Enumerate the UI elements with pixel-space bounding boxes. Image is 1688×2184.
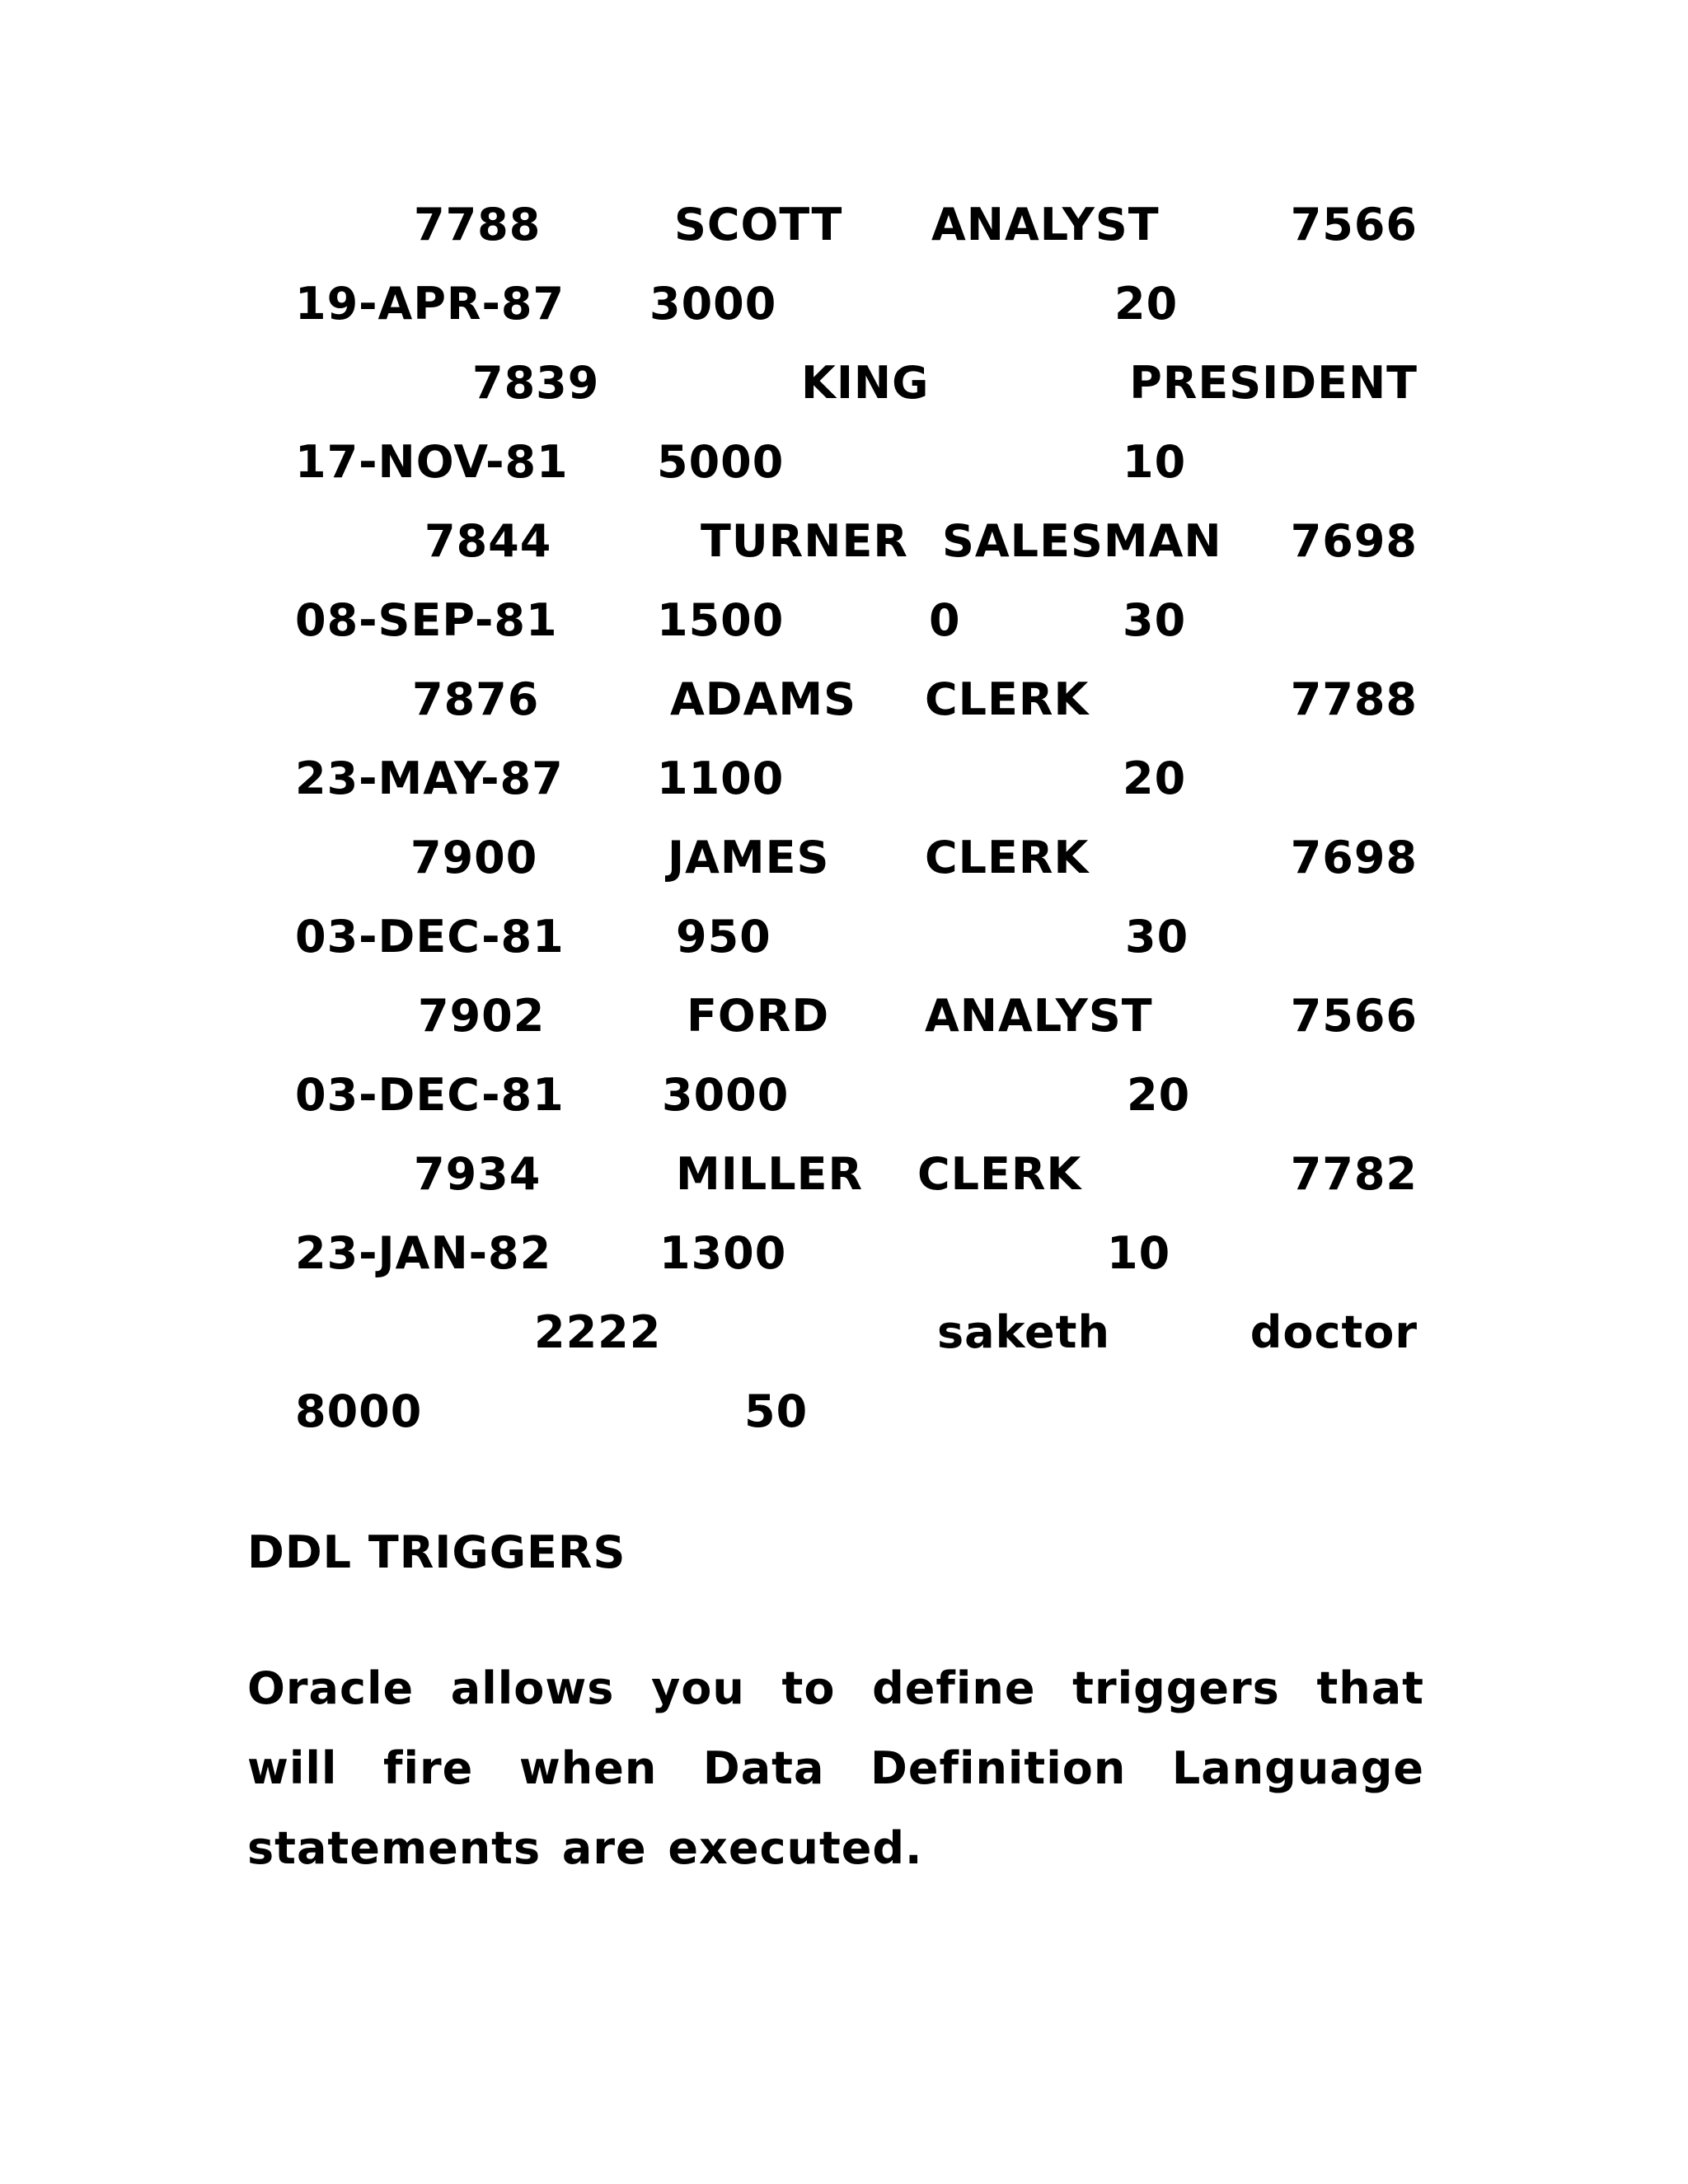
- deptno: 20: [1114, 278, 1179, 330]
- body-paragraph: Oracle allows you to define triggers that will fire when Data Definition Language statements are executed.: [247, 1662, 1424, 1874]
- ename: saketh: [937, 1306, 1110, 1358]
- job: CLERK: [917, 1148, 1082, 1200]
- ename: JAMES: [668, 832, 830, 883]
- ename: FORD: [687, 990, 830, 1042]
- mgr: 7566: [1290, 990, 1418, 1042]
- ename: SCOTT: [674, 199, 843, 251]
- deptno: 10: [1107, 1227, 1171, 1279]
- ename: KING: [801, 357, 930, 409]
- sal: 5000: [657, 436, 785, 488]
- job: doctor: [1250, 1306, 1418, 1358]
- empno: 7788: [414, 199, 542, 251]
- comm: 0: [929, 594, 961, 646]
- deptno: 30: [1123, 594, 1187, 646]
- job: CLERK: [925, 832, 1090, 883]
- hiredate: 19-APR-87: [295, 278, 565, 330]
- ename: ADAMS: [670, 673, 857, 725]
- sal: 1300: [659, 1227, 787, 1279]
- empno: 7902: [418, 990, 546, 1042]
- empno: 7839: [472, 357, 600, 409]
- job: PRESIDENT: [1129, 357, 1418, 409]
- mgr: 7698: [1290, 515, 1418, 567]
- mgr: 7788: [1290, 673, 1418, 725]
- deptno: 20: [1127, 1069, 1191, 1121]
- deptno: 20: [1123, 752, 1187, 804]
- sal: 8000: [295, 1385, 423, 1437]
- sal: 3000: [649, 278, 777, 330]
- job: ANALYST: [925, 990, 1153, 1042]
- empno: 7876: [412, 673, 540, 725]
- deptno: 50: [744, 1385, 809, 1437]
- empno: 7900: [410, 832, 538, 883]
- hiredate: 08-SEP-81: [295, 594, 558, 646]
- hiredate: 03-DEC-81: [295, 1069, 565, 1121]
- deptno: 10: [1123, 436, 1187, 488]
- empno: 7934: [414, 1148, 542, 1200]
- empno: 7844: [424, 515, 552, 567]
- sal: 1500: [657, 594, 785, 646]
- empno: 2222: [534, 1306, 662, 1358]
- ename: MILLER: [676, 1148, 864, 1200]
- job: CLERK: [925, 673, 1090, 725]
- section-heading: DDL TRIGGERS: [247, 1526, 626, 1578]
- sal: 950: [676, 911, 771, 963]
- mgr: 7566: [1290, 199, 1418, 251]
- hiredate: 03-DEC-81: [295, 911, 565, 963]
- hiredate: 23-JAN-82: [295, 1227, 552, 1279]
- hiredate: 17-NOV-81: [295, 436, 569, 488]
- job: ANALYST: [931, 199, 1160, 251]
- hiredate: 23-MAY-87: [295, 752, 564, 804]
- job: SALESMAN: [942, 515, 1222, 567]
- deptno: 30: [1125, 911, 1189, 963]
- sal: 3000: [662, 1069, 790, 1121]
- mgr: 7782: [1290, 1148, 1418, 1200]
- ename: TURNER: [701, 515, 908, 567]
- mgr: 7698: [1290, 832, 1418, 883]
- sal: 1100: [657, 752, 785, 804]
